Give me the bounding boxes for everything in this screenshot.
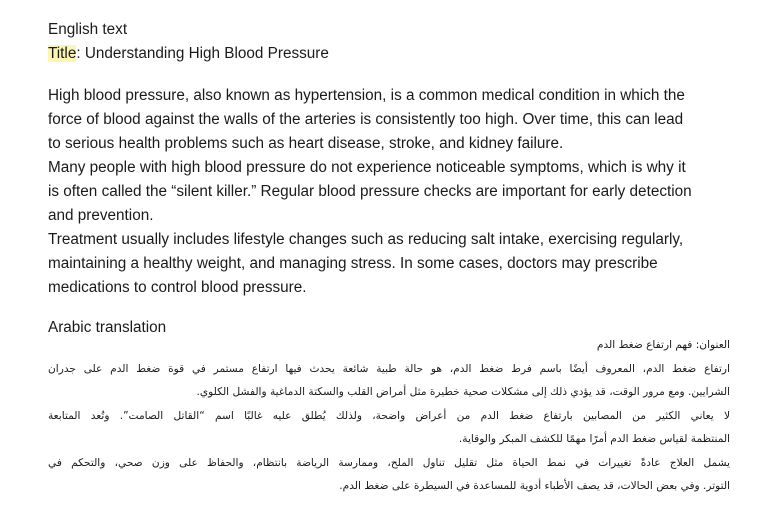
english-line: to serious health problems such as heart disease, stroke, and kidney failure.	[48, 135, 564, 152]
arabic-line: التوتر. وفي بعض الحالات، قد يصف الأطباء أدوية للمساعدة في السيطرة على ضغط الدم.	[339, 480, 730, 492]
arabic-section-heading: Arabic translation	[48, 319, 167, 336]
english-line: force of blood against the walls of the arteries is consistently too high. Over time, this can lead	[48, 111, 684, 128]
arabic-line: ارتفاع ضغط الدم، المعروف أيضًا باسم فرط ضغط الدم، هو حالة طبية شائعة يحدث فيها ارتفاع مستمر في قوة ضغط الدم على جدران	[48, 362, 730, 375]
document-title	[48, 42, 738, 66]
title-text: : Understanding High Blood Pressure	[76, 45, 329, 62]
english-line: and prevention.	[48, 207, 154, 224]
english-line: Many people with high blood pressure do not experience noticeable symptoms, which is why it	[48, 159, 686, 176]
english-line: Treatment usually includes lifestyle changes such as reducing salt intake, exercising regularly,	[48, 231, 684, 248]
arabic-line: المنتظمة لقياس ضغط الدم أمرًا مهمًا للكشف المبكر والوقاية.	[458, 433, 730, 445]
arabic-title: العنوان: فهم ارتفاع ضغط الدم	[596, 339, 730, 351]
english-line: maintaining a healthy weight, and managing stress. In some cases, doctors may prescribe	[48, 255, 658, 272]
english-section-heading: English text	[48, 21, 128, 38]
arabic-line: الشرايين. ومع مرور الوقت، قد يؤدي ذلك إلى مشكلات صحية خطيرة مثل أمراض القلب والسكتة الدماغية والفشل الكلوي.	[196, 386, 730, 398]
title-label-highlighted: Title	[48, 45, 77, 62]
arabic-translation-body	[48, 334, 730, 499]
english-line: High blood pressure, also known as hypertension, is a common medical condition in which the	[48, 87, 685, 104]
arabic-line: يشمل العلاج عادةً تغييرات في نمط الحياة مثل تقليل تناول الملح، وممارسة الرياضة بانتظام، والحفاظ على وزن صحي، والتحكم في	[48, 456, 730, 469]
arabic-line: لا يعاني الكثير من المصابين بارتفاع ضغط الدم من أعراض واضحة، ولذلك يُطلق عليه غالبًا اسم “القاتل الصامت”. وتُعد المتابعة	[48, 409, 730, 422]
document-body	[48, 18, 738, 340]
english-paragraphs	[48, 84, 738, 300]
english-line: medications to control blood pressure.	[48, 279, 307, 296]
english-line: is often called the “silent killer.” Regular blood pressure checks are important for early detection	[48, 183, 692, 200]
